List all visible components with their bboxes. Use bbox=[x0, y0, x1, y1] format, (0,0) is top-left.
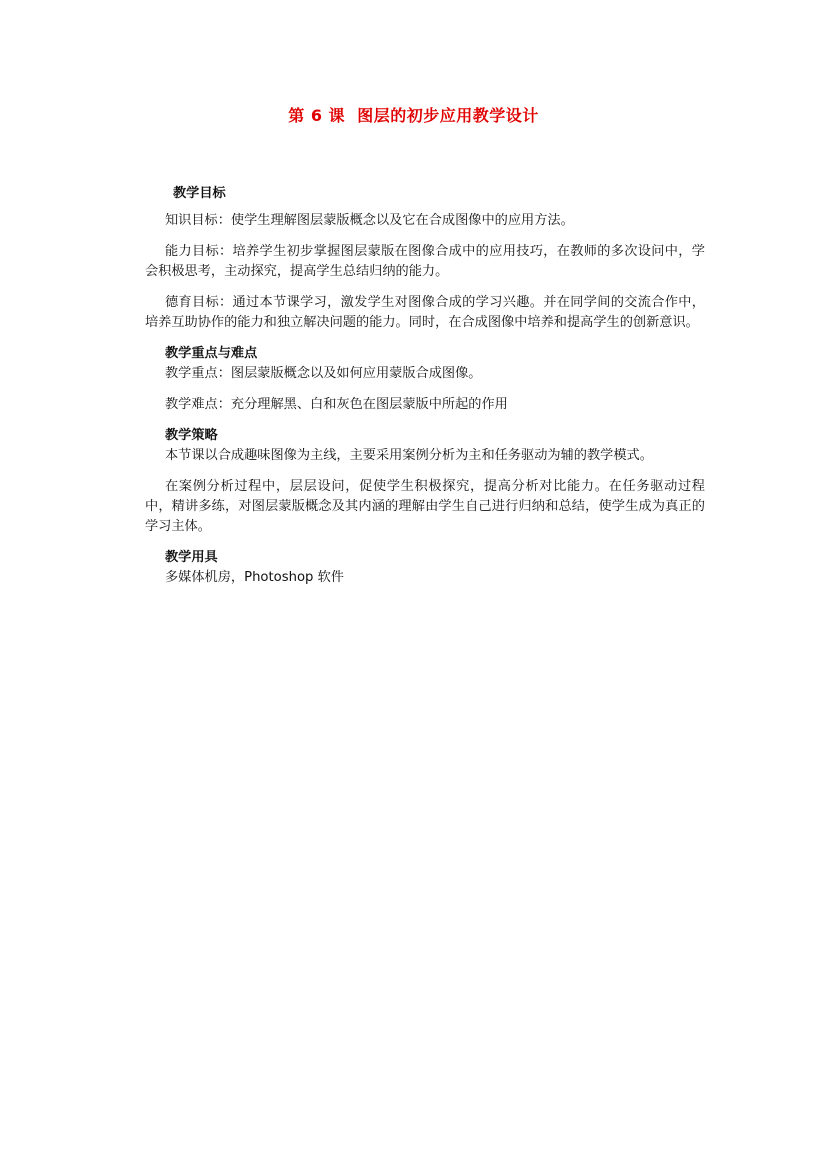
strategy-paragraph-2: 在案例分析过程中，层层设问，促使学生积极探究，提高分析对比能力。在任务驱动过程中，精讲多练，对图层蒙版概念及其内涵的理解由学生自己进行归纳和总结，使学生成为真正的学习主体。 bbox=[145, 479, 705, 534]
teaching-tools: 多媒体机房，Photoshop 软件 bbox=[165, 570, 344, 585]
teaching-focus: 教学重点：图层蒙版概念以及如何应用蒙版合成图像。 bbox=[165, 366, 482, 381]
section-heading-tools: 教学用具 bbox=[165, 550, 218, 565]
section-heading-goals: 教学目标 bbox=[173, 186, 226, 201]
document-title: 第 6 课 图层的初步应用教学设计 bbox=[288, 106, 539, 125]
strategy-paragraph-1: 本节课以合成趣味图像为主线，主要采用案例分析为主和任务驱动为辅的教学模式。 bbox=[165, 448, 653, 463]
moral-goal: 德育目标：通过本节课学习，激发学生对图像合成的学习兴趣。并在同学间的交流合作中，培养互助协作的能力和独立解决问题的能力。同时，在合成图像中培养和提高学生的创新意识。 bbox=[145, 295, 705, 330]
section-heading-key-points: 教学重点与难点 bbox=[165, 346, 258, 361]
document-body bbox=[145, 184, 705, 599]
ability-goal: 能力目标：培养学生初步掌握图层蒙版在图像合成中的应用技巧，在教师的多次设问中，学会积极思考，主动探究，提高学生总结归纳的能力。 bbox=[145, 244, 705, 279]
section-heading-strategy: 教学策略 bbox=[165, 428, 218, 443]
knowledge-goal: 知识目标：使学生理解图层蒙版概念以及它在合成图像中的应用方法。 bbox=[165, 213, 574, 228]
teaching-difficulty: 教学难点：充分理解黑、白和灰色在图层蒙版中所起的作用 bbox=[165, 397, 508, 412]
